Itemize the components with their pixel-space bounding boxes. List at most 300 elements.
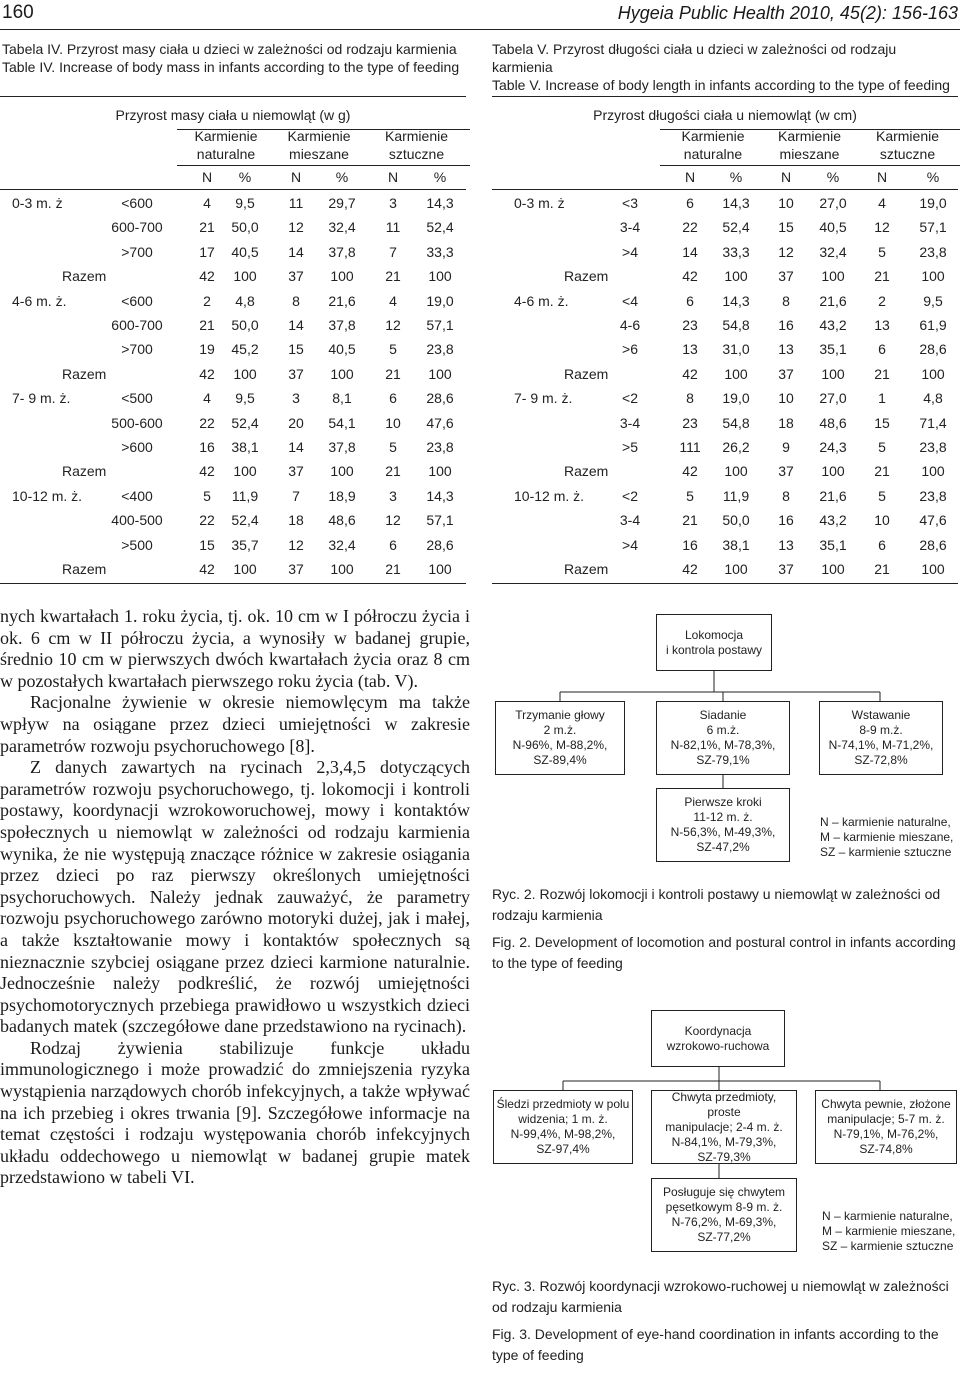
box-line: N-96%, M-88,2%, xyxy=(512,738,608,752)
table-row xyxy=(0,364,466,384)
header-rule xyxy=(492,189,958,190)
table-cell: 12 xyxy=(385,317,401,333)
table-cell: 5 xyxy=(686,487,694,504)
column-header-row xyxy=(492,167,958,187)
table-cell: 21 xyxy=(199,219,215,236)
row-range: 3-4 xyxy=(619,219,641,236)
table-row xyxy=(0,388,466,408)
table-cell: 28,6 xyxy=(426,536,454,553)
legend-item: M – karmienie mieszane, xyxy=(822,1224,956,1238)
box-line: widzenia; 1 m. ż. xyxy=(518,1112,608,1126)
box-line: wzrokowo-ruchowa xyxy=(666,1038,770,1053)
table-cell: 35,7 xyxy=(231,536,259,553)
header-line: naturalne xyxy=(683,146,743,162)
row-period: Razem xyxy=(564,463,609,480)
box-line: SZ-97,4% xyxy=(536,1142,590,1156)
column-header: % xyxy=(335,169,349,185)
table-cell: 50,0 xyxy=(231,317,259,333)
fig3-tracks-objects-box xyxy=(493,1090,633,1164)
box-line: SZ-89,4% xyxy=(533,753,587,767)
paragraph: Racjonalne żywienie w okresie niemowlęcym ma także wpływ na osiągane przez dzieci umiejętności w zakresie parametrów rozwoju psychoruchowego [8]. xyxy=(0,692,470,756)
row-period: Razem xyxy=(564,561,609,577)
table-cell: 29,7 xyxy=(328,195,356,211)
table-cell: 15 xyxy=(199,536,215,553)
table-cell: 5 xyxy=(389,439,397,455)
row-range: 600-700 xyxy=(111,219,163,236)
header-rule xyxy=(177,129,470,130)
row-range: <2 xyxy=(622,487,638,504)
fig2-caption-pl: Ryc. 2. Rozwój lokomocji i kontroli postawy u niemowląt w zależności od rodzaju karmienia xyxy=(492,886,941,923)
table-cell: 33,3 xyxy=(426,243,454,260)
table-row xyxy=(492,266,958,286)
column-header: % xyxy=(729,169,743,185)
box-line: SZ-72,8% xyxy=(854,753,908,767)
table-cell: 100 xyxy=(330,561,354,577)
header-line: Karmienie xyxy=(681,128,745,144)
table-cell: 37 xyxy=(288,561,304,577)
table-cell: 14,3 xyxy=(426,487,454,504)
table-row xyxy=(0,437,466,457)
table-cell: 48,6 xyxy=(819,414,847,431)
table-row xyxy=(0,339,466,359)
table-cell: 6 xyxy=(878,341,886,358)
row-range: 600-700 xyxy=(111,317,163,333)
table-cell: 100 xyxy=(233,365,257,382)
table-cell: 57,1 xyxy=(919,219,947,236)
table-row xyxy=(492,535,958,555)
header-line: sztuczne xyxy=(388,146,445,162)
box-line: Pierwsze kroki xyxy=(684,795,762,809)
table-cell: 42 xyxy=(682,561,698,577)
table-row xyxy=(0,461,466,481)
table-cell: 11 xyxy=(385,219,401,236)
header-line: Karmienie xyxy=(194,128,258,144)
table-cell: 2 xyxy=(203,292,211,309)
fig2-first-steps-box xyxy=(656,788,790,862)
table-cell: 52,4 xyxy=(722,219,750,236)
row-range: <400 xyxy=(121,487,153,504)
row-range: >5 xyxy=(622,439,638,455)
table-row xyxy=(0,559,466,579)
table-cell: 18 xyxy=(778,414,794,431)
table-cell: 22 xyxy=(682,219,698,236)
legend-item: N – karmienie naturalne, xyxy=(822,1209,953,1223)
table-cell: 21 xyxy=(385,561,401,577)
box-line: 11-12 m. ż. xyxy=(693,810,753,824)
table-row xyxy=(492,510,958,530)
journal-reference: Hygeia Public Health 2010, 45(2): 156-163 xyxy=(617,3,958,23)
table-cell: 22 xyxy=(199,414,215,431)
header-rule xyxy=(660,129,960,130)
table-cell: 71,4 xyxy=(919,414,947,431)
table-cell: 100 xyxy=(921,561,945,577)
row-period: Razem xyxy=(62,365,107,382)
table-cell: 23,8 xyxy=(919,439,947,455)
table5-caption-pl: Tabela V. Przyrost długości ciała u dzieci w zależności od rodzaju karmienia xyxy=(492,41,897,75)
table-cell: 52,4 xyxy=(231,414,259,431)
table-cell: 37,8 xyxy=(328,243,356,260)
table-cell: 21 xyxy=(682,512,698,529)
table-cell: 14 xyxy=(682,243,698,260)
column-header-row xyxy=(0,167,466,187)
table-cell: 7 xyxy=(389,243,397,260)
header-line: Karmienie xyxy=(287,128,351,144)
table-cell: 21 xyxy=(199,317,215,333)
box-line: Lokomocja xyxy=(684,627,743,642)
table-cell: 16 xyxy=(199,439,215,455)
table-cell: 18,9 xyxy=(328,487,356,504)
table-cell: 48,6 xyxy=(328,512,356,529)
table-cell: 47,6 xyxy=(919,512,947,529)
table-cell: 9,5 xyxy=(235,195,255,211)
table-cell: 9,5 xyxy=(923,292,943,309)
table-cell: 37 xyxy=(778,268,794,285)
table5-caption-en: Table V. Increase of body length in infants according to the type of feeding xyxy=(492,77,950,93)
column-header: % xyxy=(238,169,252,185)
table-cell: 23,8 xyxy=(426,439,454,455)
box-line: SZ-79,3% xyxy=(697,1149,751,1164)
table-cell: 7 xyxy=(292,487,300,504)
fig3-legend xyxy=(822,1209,955,1254)
fig3-caption-pl: Ryc. 3. Rozwój koordynacji wzrokowo-ruchowej u niemowląt w zależności od rodzaju karmienia xyxy=(492,1278,949,1315)
table-cell: 100 xyxy=(330,463,354,480)
table-cell: 6 xyxy=(389,536,397,553)
table-cell: 21,6 xyxy=(328,292,356,309)
table-row xyxy=(492,242,958,262)
table-cell: 12 xyxy=(778,243,794,260)
fig2-head-control-box xyxy=(495,701,625,775)
table-row xyxy=(492,193,958,213)
table-cell: 52,4 xyxy=(426,219,454,236)
row-range: <2 xyxy=(622,390,638,407)
column-header: N xyxy=(290,169,302,185)
row-range: <500 xyxy=(121,390,153,407)
row-period: 4-6 m. ż. xyxy=(12,292,67,309)
table-cell: 32,4 xyxy=(328,219,356,236)
table-cell: 20 xyxy=(288,414,304,431)
table-row xyxy=(492,413,958,433)
box-line: Posługuje się chwytem xyxy=(662,1185,786,1199)
column-header: N xyxy=(876,169,888,185)
table-cell: 32,4 xyxy=(819,243,847,260)
table-cell: 1 xyxy=(878,390,886,407)
table-cell: 15 xyxy=(288,341,304,358)
table-cell: 43,2 xyxy=(819,512,847,529)
row-range: >700 xyxy=(121,243,153,260)
body-text xyxy=(0,606,470,1189)
header-line: Karmienie xyxy=(777,128,842,144)
table-row xyxy=(492,339,958,359)
table-cell: 40,5 xyxy=(231,243,259,260)
table-row xyxy=(492,461,958,481)
fig3-caption-en: Fig. 3. Development of eye-hand coordination in infants according to the type of feeding xyxy=(492,1326,939,1363)
row-period: 10-12 m. ż. xyxy=(514,487,585,504)
legend-item: M – karmienie mieszane, xyxy=(820,830,954,844)
table-cell: 21 xyxy=(874,561,890,577)
table-cell: 52,4 xyxy=(231,512,259,529)
row-range: 500-600 xyxy=(111,414,163,431)
table5-caption xyxy=(492,40,958,94)
fig3-caption xyxy=(492,1276,958,1366)
table-row xyxy=(0,217,466,237)
table-cell: 10 xyxy=(778,390,794,407)
table-cell: 100 xyxy=(821,365,845,382)
table-cell: 14 xyxy=(288,243,304,260)
table-cell: 19,0 xyxy=(722,390,750,407)
table-cell: 16 xyxy=(778,317,794,333)
table-row xyxy=(0,413,466,433)
table-cell: 100 xyxy=(821,463,845,480)
table-cell: 3 xyxy=(389,487,397,504)
table-cell: 5 xyxy=(878,243,886,260)
table-cell: 21 xyxy=(874,463,890,480)
table-cell: 28,6 xyxy=(919,536,947,553)
table-cell: 15 xyxy=(778,219,794,236)
table-cell: 18 xyxy=(288,512,304,529)
table-cell: 33,3 xyxy=(722,243,750,260)
table-cell: 3 xyxy=(292,390,300,407)
table-cell: 9 xyxy=(782,439,790,455)
column-header: N xyxy=(780,169,792,185)
table-cell: 100 xyxy=(233,561,257,577)
page-number: 160 xyxy=(2,2,34,23)
table-cell: 5 xyxy=(203,487,211,504)
table-cell: 27,0 xyxy=(819,390,847,407)
table-cell: 54,1 xyxy=(328,414,356,431)
table-cell: 45,2 xyxy=(231,341,259,358)
table-cell: 13 xyxy=(682,341,698,358)
table-cell: 11,9 xyxy=(231,487,259,504)
row-range: 4-6 xyxy=(619,317,641,333)
table-cell: 6 xyxy=(686,292,694,309)
table4-caption xyxy=(2,40,472,76)
box-line: SZ-47,2% xyxy=(696,840,750,854)
table-cell: 4 xyxy=(203,195,211,211)
table-cell: 9,5 xyxy=(235,390,255,407)
fig2-root-box xyxy=(656,614,772,671)
table-cell: 4 xyxy=(203,390,211,407)
table-cell: 22 xyxy=(199,512,215,529)
table-cell: 100 xyxy=(821,268,845,285)
table-row xyxy=(0,315,466,335)
table-cell: 31,0 xyxy=(722,341,750,358)
table-cell: 19 xyxy=(199,341,215,358)
table-cell: 27,0 xyxy=(819,195,847,211)
fig3-grasps-objects-box xyxy=(651,1090,797,1164)
table-cell: 47,6 xyxy=(426,414,454,431)
fig2-sitting-box xyxy=(656,701,790,775)
table-cell: 37 xyxy=(778,561,794,577)
row-period: Razem xyxy=(564,365,609,382)
row-period: Razem xyxy=(62,561,107,577)
table-row xyxy=(0,535,466,555)
table-title: Przyrost długości ciała u niemowląt (w cm) xyxy=(593,107,857,123)
box-line: Wstawanie xyxy=(851,708,911,722)
table-cell: 24,3 xyxy=(819,439,847,455)
table-cell: 15 xyxy=(874,414,890,431)
box-line: manipulacje; 2-4 m. ż. xyxy=(665,1119,783,1134)
table-cell: 10 xyxy=(778,195,794,211)
fig2-standing-box xyxy=(819,701,943,775)
box-line: Chwyta pewnie, złożone xyxy=(821,1097,951,1111)
table-cell: 21 xyxy=(385,268,401,285)
table-cell: 21 xyxy=(874,365,890,382)
box-line: N-79,1%, M-76,2%, xyxy=(833,1127,939,1141)
table-cell: 6 xyxy=(878,536,886,553)
table-cell: 35,1 xyxy=(819,341,847,358)
row-range: <600 xyxy=(121,292,153,309)
table-cell: 37 xyxy=(778,463,794,480)
column-header: N xyxy=(684,169,696,185)
table-cell: 8 xyxy=(782,292,790,309)
header-line: naturalne xyxy=(196,146,256,162)
table-cell: 37 xyxy=(288,463,304,480)
row-range: 400-500 xyxy=(111,512,163,529)
row-range: >6 xyxy=(622,341,638,358)
table-cell: 100 xyxy=(233,463,257,480)
box-line: pęsetkowym 8-9 m. ż. xyxy=(665,1200,783,1214)
row-range: >700 xyxy=(121,341,153,358)
fig3-pincer-grip-box xyxy=(651,1178,797,1252)
fig2-caption-en: Fig. 2. Development of locomotion and postural control in infants according to the type of feeding xyxy=(492,934,956,971)
fig3-root-box xyxy=(651,1010,785,1067)
box-line: Chwyta przedmioty, proste xyxy=(671,1089,777,1119)
fig3-grasps-firmly-box xyxy=(815,1090,957,1164)
header-rule xyxy=(177,165,470,166)
table-cell: 100 xyxy=(921,463,945,480)
row-range: >600 xyxy=(121,439,153,455)
table-cell: 6 xyxy=(686,195,694,211)
box-line: N-99,4%, M-98,2%, xyxy=(510,1127,616,1141)
table-row xyxy=(492,291,958,311)
row-range: >500 xyxy=(121,536,153,553)
table-cell: 10 xyxy=(385,414,401,431)
table-cell: 111 xyxy=(679,439,701,455)
table-cell: 42 xyxy=(199,268,215,285)
table-cell: 23,8 xyxy=(919,243,947,260)
table-cell: 21,6 xyxy=(819,292,847,309)
box-line: N-74,1%, M-71,2%, xyxy=(828,738,934,752)
table-cell: 12 xyxy=(288,219,304,236)
box-line: N-56,3%, M-49,3%, xyxy=(670,825,776,839)
table-cell: 10 xyxy=(874,512,890,529)
column-group-header xyxy=(372,127,462,163)
paragraph: nych kwartałach 1. roku życia, tj. ok. 10 cm w I półroczu życia i ok. 6 cm w II półroczu życia, a wynosiły w badanej grupie, średnio 10 cm w pierwszych dwóch kwartałach życia oraz 8 cm w pozostałych kwartałach pierwszego roku życia (tab. V). xyxy=(0,606,470,691)
table-cell: 8,1 xyxy=(332,390,352,407)
table-cell: 13 xyxy=(778,341,794,358)
box-line: Trzymanie głowy xyxy=(515,708,605,722)
table-cell: 32,4 xyxy=(328,536,356,553)
table-cell: 17 xyxy=(199,243,215,260)
table-row xyxy=(0,510,466,530)
table-cell: 26,2 xyxy=(722,439,750,455)
table-cell: 61,9 xyxy=(919,317,947,333)
table-cell: 57,1 xyxy=(426,317,454,333)
column-header: N xyxy=(201,169,213,185)
table-cell: 4,8 xyxy=(235,292,255,309)
legend-item: N – karmienie naturalne, xyxy=(820,815,951,829)
table-row xyxy=(0,291,466,311)
table-cell: 100 xyxy=(921,268,945,285)
column-group-header xyxy=(765,127,855,163)
table-cell: 28,6 xyxy=(426,390,454,407)
table-row xyxy=(0,242,466,262)
header-line: mieszane xyxy=(289,146,349,162)
table-cell: 21 xyxy=(385,463,401,480)
row-range: <3 xyxy=(622,195,638,211)
paragraph: Z danych zawartych na rycinach 2,3,4,5 dotyczących parametrów rozwoju psychoruchowego, tj. lokomocji i kontroli postawy, koordynacji wzrokoworuchowej, mowy i kontaktów społecznych u niemowląt w zależności od rodzaju karmienia wynika, że nie występują znaczące różnice w zakresie osiągania przez dzieci po raz pierwszy określonych umiejętności psychoruchowych. Należy jednak zauważyć, że parametry rozwoju psychoruchowego zarówno motoryki dużej, jak i małej, a także kształtowanie mowy i kontaktów społecznych są nieznacznie szybciej osiągane przez dzieci karmione naturalnie. Jednocześnie należy podkreślić, że rozwój umiejętności psychomotorycznych przebiega prawidłowo u wszystkich dzieci badanych matek (szczegółowe dane przedstawiono na rycinach). xyxy=(0,757,470,1037)
box-line: SZ-74,8% xyxy=(859,1142,913,1156)
table-cell: 100 xyxy=(428,561,452,577)
table-cell: 19,0 xyxy=(919,195,947,211)
table-cell: 37 xyxy=(288,268,304,285)
table-row xyxy=(492,217,958,237)
row-range: <600 xyxy=(121,195,153,211)
table-cell: 8 xyxy=(292,292,300,309)
column-header: % xyxy=(433,169,447,185)
table-cell: 37 xyxy=(288,365,304,382)
table-cell: 100 xyxy=(428,268,452,285)
table-cell: 37,8 xyxy=(328,439,356,455)
table-cell: 38,1 xyxy=(722,536,750,553)
table-cell: 100 xyxy=(724,268,748,285)
table4-caption-pl: Tabela IV. Przyrost masy ciała u dzieci w zależności od rodzaju karmienia xyxy=(2,41,457,57)
column-group-header xyxy=(863,127,953,163)
table-cell: 14 xyxy=(288,317,304,333)
row-range: 3-4 xyxy=(619,512,641,529)
table-cell: 12 xyxy=(874,219,890,236)
table-cell: 37,8 xyxy=(328,317,356,333)
header-line: Karmienie xyxy=(875,128,940,144)
row-range: >4 xyxy=(622,243,638,260)
table-cell: 42 xyxy=(682,268,698,285)
table-cell: 42 xyxy=(682,463,698,480)
row-period: 10-12 m. ż. xyxy=(12,487,83,504)
table-cell: 43,2 xyxy=(819,317,847,333)
table-cell: 5 xyxy=(389,341,397,358)
box-line: N-82,1%, M-78,3%, xyxy=(670,738,776,752)
table-cell: 28,6 xyxy=(919,341,947,358)
table-cell: 50,0 xyxy=(722,512,750,529)
header-line: mieszane xyxy=(779,146,840,162)
table-cell: 16 xyxy=(682,536,698,553)
legend-item: SZ – karmienie sztuczne xyxy=(822,1239,954,1253)
header-line: sztuczne xyxy=(879,146,936,162)
box-line: N-84,1%, M-79,3%, xyxy=(671,1134,777,1149)
column-group-header xyxy=(668,127,758,163)
table-cell: 19,0 xyxy=(426,292,454,309)
table-cell: 4 xyxy=(878,195,886,211)
table-cell: 8 xyxy=(782,487,790,504)
table-cell: 100 xyxy=(724,463,748,480)
table-cell: 21 xyxy=(874,268,890,285)
table-cell: 21,6 xyxy=(819,487,847,504)
table-cell: 6 xyxy=(389,390,397,407)
box-line: Koordynacja xyxy=(684,1023,752,1038)
box-line: Siadanie xyxy=(699,708,747,722)
table-cell: 100 xyxy=(330,365,354,382)
row-range: <4 xyxy=(622,292,638,309)
table-cell: 3 xyxy=(389,195,397,211)
column-header: % xyxy=(926,169,940,185)
table-title: Przyrost masy ciała u niemowląt (w g) xyxy=(115,107,351,123)
table-cell: 100 xyxy=(428,365,452,382)
table-cell: 4,8 xyxy=(923,390,943,407)
table-cell: 40,5 xyxy=(819,219,847,236)
table-cell: 35,1 xyxy=(819,536,847,553)
table-cell: 11,9 xyxy=(722,487,750,504)
header-line: Karmienie xyxy=(384,128,449,144)
